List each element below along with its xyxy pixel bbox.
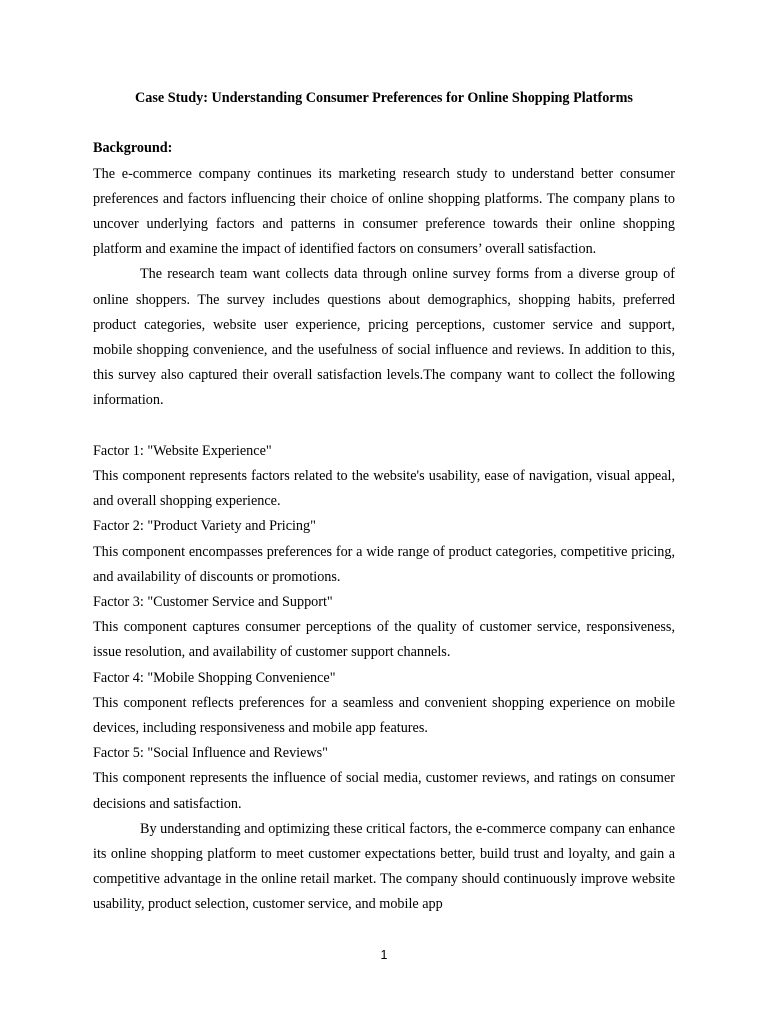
paragraph-intro: The e-commerce company continues its marketing research study to understand better consumer preferences and factors influencing their choice of online shopping platforms. The company plans to uncover underlying factors and patterns in consumer preference towards their online shopping platform and examine the impact of identified factors on consumers’ overall satisfaction. xyxy=(93,165,675,258)
factor-description: This component reflects preferences for a seamless and convenient shopping experience on mobile devices, including responsiveness and mobile app features. xyxy=(93,694,675,737)
factor-title: Factor 3: "Customer Service and Support" xyxy=(93,594,333,611)
page-number: 1 xyxy=(380,948,388,962)
factor-description: This component captures consumer perceptions of the quality of customer service, responsiveness, issue resolution, and availability of customer support channels. xyxy=(93,619,675,661)
document-title: Case Study: Understanding Consumer Preferences for Online Shopping Platforms xyxy=(135,90,633,106)
factor-block xyxy=(93,514,675,590)
paragraph-research: The research team want collects data through online survey forms from a diverse group of online shoppers. The survey includes questions about demographics, shopping habits, preferred product categories, website user experience, pricing perceptions, customer service and support, mobile shopping convenience, and the usefulness of social influence and reviews. In addition to this, this survey also captured their overall satisfaction levels.The company want to collect the following information. xyxy=(93,266,675,409)
factor-description: This component represents factors related to the website's usability, ease of navigation, visual appeal, and overall shopping experience. xyxy=(93,468,675,510)
paragraph-conclusion: By understanding and optimizing these critical factors, the e-commerce company can enhance its online shopping platform to meet customer expectations better, build trust and loyalty, and gain a competitive advantage in the online retail market. The company should continuously improve website usability, product selection, customer service, and mobile app xyxy=(93,820,675,913)
factor-block xyxy=(93,439,675,515)
factor-block xyxy=(93,590,675,666)
factor-description: This component encompasses preferences for a wide range of product categories, competitive pricing, and availability of discounts or promotions. xyxy=(93,543,675,585)
factor-block xyxy=(93,741,675,817)
factor-title: Factor 2: "Product Variety and Pricing" xyxy=(93,518,316,535)
factor-title: Factor 1: "Website Experience" xyxy=(93,442,272,459)
document-body xyxy=(93,86,675,918)
spacer xyxy=(93,111,675,136)
factor-block xyxy=(93,666,675,742)
factor-description: This component represents the influence of social media, customer reviews, and ratings on consumer decisions and satisfaction. xyxy=(93,770,675,812)
factor-title: Factor 5: "Social Influence and Reviews" xyxy=(93,745,328,762)
spacer xyxy=(93,414,675,439)
factor-title: Factor 4: "Mobile Shopping Convenience" xyxy=(93,669,336,686)
background-heading: Background: xyxy=(93,140,173,157)
